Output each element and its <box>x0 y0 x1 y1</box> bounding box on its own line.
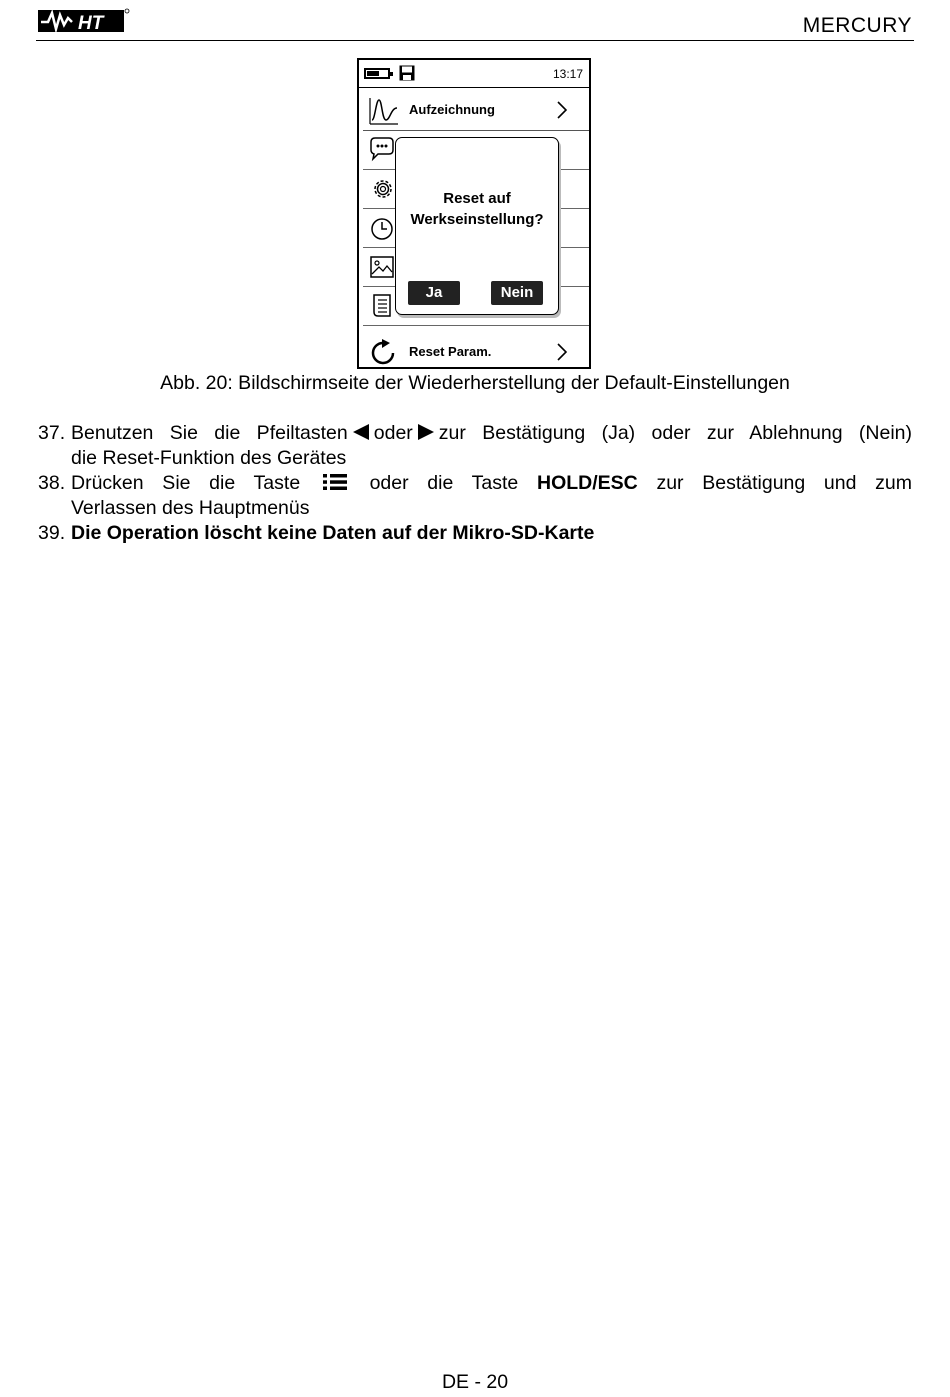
step-text: oder <box>373 422 413 444</box>
step-number: 39. <box>38 522 66 544</box>
clock: 13:17 <box>552 67 583 81</box>
arrow-left-icon <box>353 424 369 440</box>
no-button[interactable]: Nein <box>491 281 543 305</box>
logo-text: HT <box>78 13 104 34</box>
chat-icon <box>369 136 397 164</box>
yes-button[interactable]: Ja <box>408 281 460 305</box>
step-text: Verlassen des Hauptmenüs <box>71 497 310 519</box>
chevron-right-icon <box>557 342 567 362</box>
battery-icon <box>364 68 390 79</box>
list-item <box>38 521 912 546</box>
step-text: Die Operation löscht keine Daten auf der Mikro-SD-Karte <box>71 522 595 544</box>
step-text: zur Bestätigung (Ja) oder zur Ablehnung (Nein) <box>438 422 912 444</box>
key-name: HOLD/ESC <box>536 472 638 494</box>
step-text: zur Bestätigung und zum <box>656 472 912 494</box>
step-text: Benutzen Sie die Pfeiltasten <box>71 422 348 444</box>
header-divider <box>36 40 914 41</box>
menu-item-label: Reset Param. <box>409 344 492 359</box>
list-item <box>38 421 912 471</box>
device-screen <box>357 58 591 369</box>
clock-icon <box>369 214 397 242</box>
step-text: die Reset-Funktion des Gerätes <box>71 447 347 469</box>
step-text: Drücken Sie die Taste <box>71 472 301 494</box>
list-item <box>38 471 912 521</box>
reset-icon <box>369 338 399 368</box>
dialog-question: Reset auf Werkseinstellung? <box>410 190 544 228</box>
instruction-list <box>38 421 912 546</box>
step-number: 37. <box>38 422 66 444</box>
step-text: oder die Taste <box>369 472 519 494</box>
menu-item-label: Aufzeichnung <box>409 102 495 117</box>
menu-item-reset[interactable] <box>363 332 589 369</box>
step-number: 38. <box>38 472 66 494</box>
chevron-right-icon <box>557 100 567 120</box>
arrow-right-icon <box>418 424 434 440</box>
menu-list-icon <box>323 473 347 491</box>
gear-icon <box>369 175 397 203</box>
ht-logo <box>38 4 130 36</box>
status-bar <box>359 60 589 88</box>
image-icon <box>369 253 397 281</box>
save-icon <box>399 65 415 81</box>
product-name: MERCURY <box>802 14 912 37</box>
waveform-icon <box>369 96 399 126</box>
reset-confirm-dialog <box>395 137 559 315</box>
document-icon <box>369 292 397 320</box>
menu-item-recording[interactable] <box>363 90 589 131</box>
figure-caption: Abb. 20: Bildschirmseite der Wiederherstellung der Default-Einstellungen <box>160 372 790 394</box>
page-number: DE - 20 <box>441 1371 509 1393</box>
